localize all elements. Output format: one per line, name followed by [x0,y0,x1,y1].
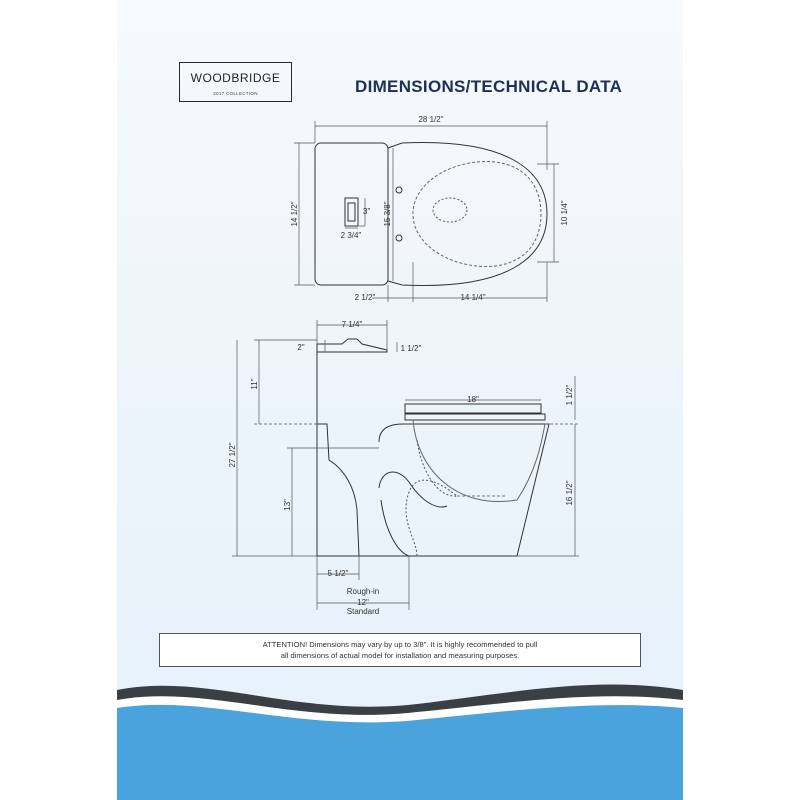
brand-collection: 2017 COLLECTION [213,91,258,96]
top-view-tank [315,143,388,285]
dim-rough-in-value: 12" [357,598,369,607]
dim-seat-width: 15 3/8" [383,201,392,227]
side-view-tank-back [317,352,359,556]
top-view-flush-button [345,198,358,226]
dim-button-width: 2 3/4" [340,231,362,240]
dim-outlet-height: 13" [283,499,292,511]
top-view-seat [388,142,547,285]
side-view-body-outline [317,352,549,556]
dim-seat-thickness: 1 1/2" [565,384,574,406]
dim-bowl-length: 14 1/4" [460,293,486,302]
dim-bowl-height: 16 1/2" [565,480,574,506]
side-view-lid [405,404,541,413]
dim-tank-top-width: 7 1/4" [341,320,363,329]
dim-tank-depth: 2 1/2" [354,293,376,302]
side-view-trapway [406,440,457,556]
notice-line-1: ATTENTION! Dimensions may vary by up to 3/8". It is highly recommended to pull [262,640,538,649]
dim-outlet-offset: 5 1/2" [327,569,349,578]
side-view-dimension-lines [232,320,579,610]
dim-tank-width: 14 1/2" [290,201,299,227]
spec-sheet [117,0,683,800]
dim-rough-in-label: Rough-in [346,587,380,596]
top-view [315,142,547,285]
notice-line-2: all dimensions of actual model for installation and measuring purposes. [280,651,520,660]
attention-notice [159,633,641,667]
dim-tank-height: 11" [250,378,259,390]
dim-lid-thickness: 1 1/2" [400,344,422,353]
top-view-drain [433,198,467,222]
dim-lid-step: 2" [297,343,305,352]
dim-seat-depth: 18" [467,395,479,404]
side-view-seat [405,414,545,420]
top-view-bowl-rim [413,162,541,267]
top-view-dimension-lines [294,121,559,302]
dim-overall-length: 28 1/2" [418,115,444,124]
dim-rough-in-standard: Standard [346,607,380,616]
side-view [317,339,549,556]
footer-wave [117,685,683,800]
dim-button-height: 3" [363,207,371,216]
side-view-bowl [413,420,545,502]
dim-bowl-width: 10 1/4" [560,200,569,226]
dim-total-height: 27 1/2" [228,442,237,468]
page-title: DIMENSIONS/TECHNICAL DATA [355,77,623,96]
brand-name: WOODBRIDGE [190,71,281,85]
side-view-tank-lid [317,339,387,352]
technical-drawing [117,0,683,800]
